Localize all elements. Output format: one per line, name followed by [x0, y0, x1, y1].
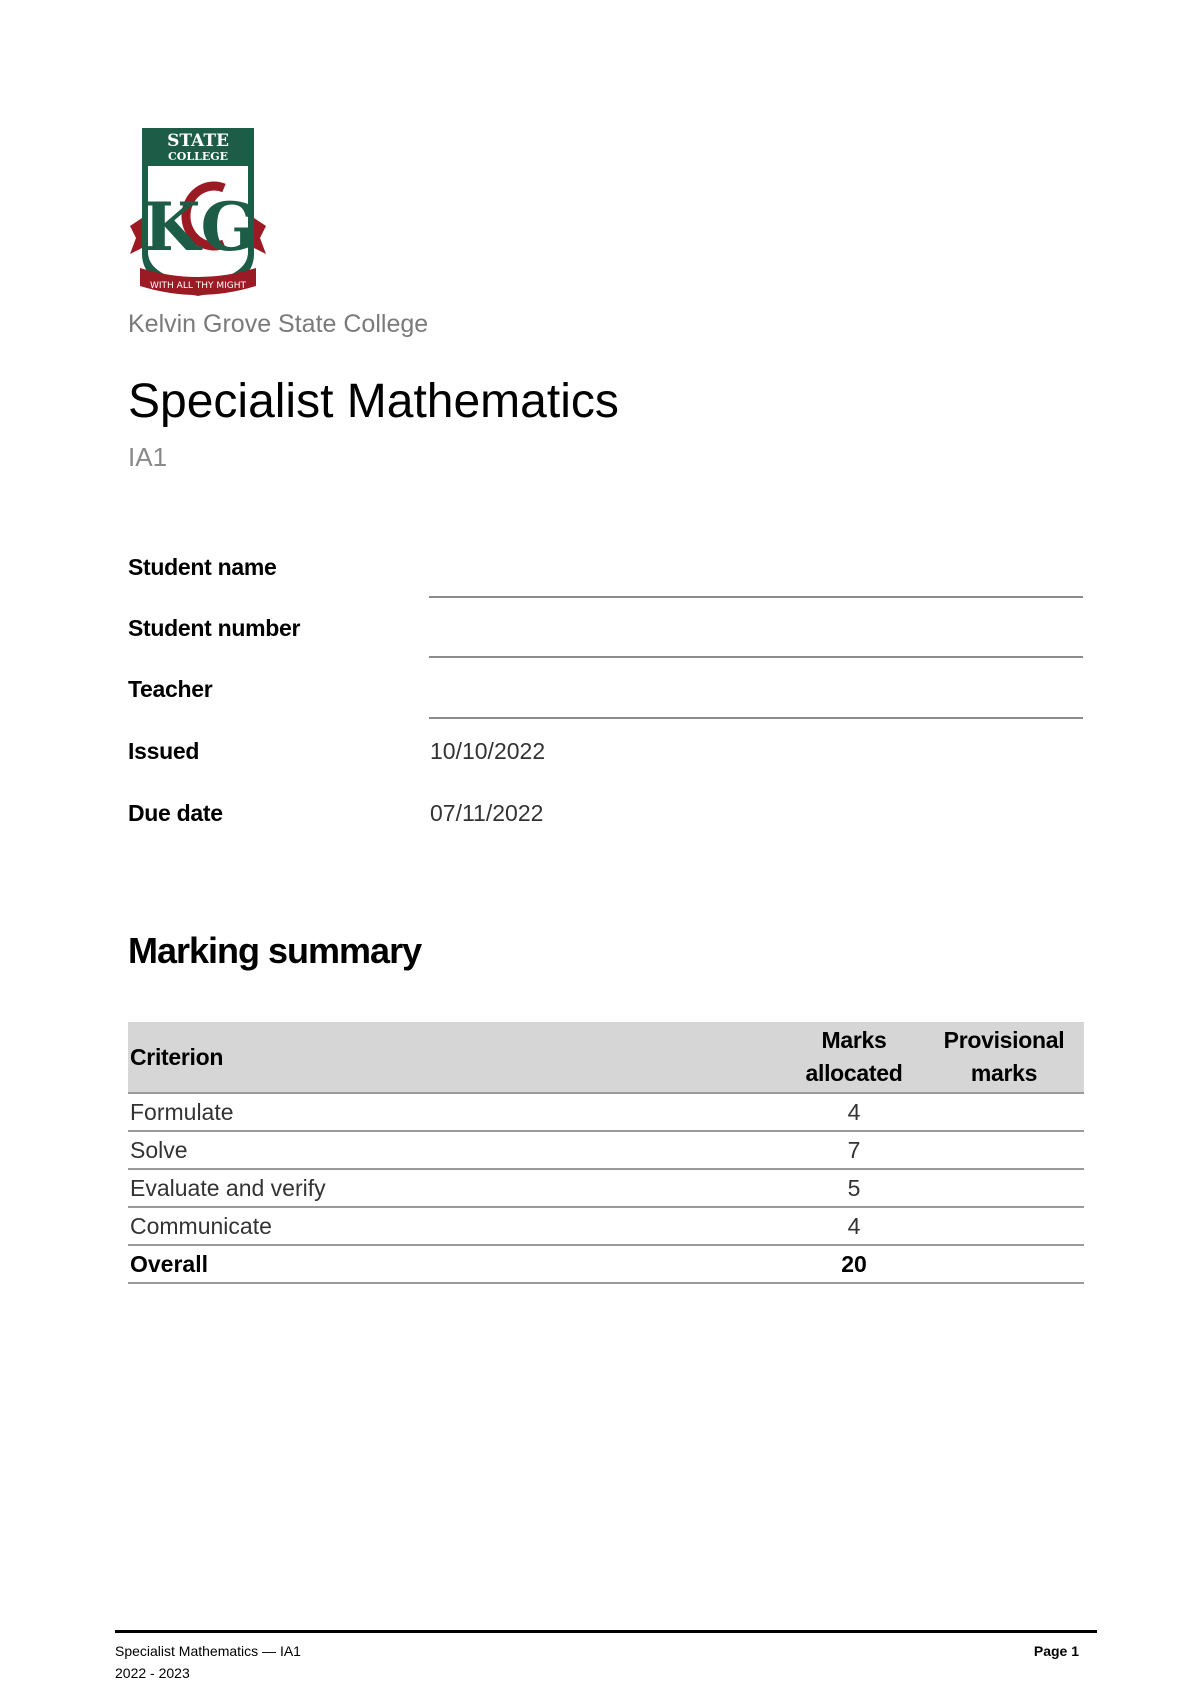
provisional-marks-cell[interactable] — [924, 1169, 1084, 1207]
teacher-label: Teacher — [128, 676, 213, 702]
marks-allocated-column-header: Marks allocated — [784, 1022, 924, 1093]
marks-allocated-cell: 4 — [784, 1093, 924, 1131]
marks-allocated-cell: 5 — [784, 1169, 924, 1207]
student-name-field[interactable] — [429, 596, 1083, 598]
table-row — [128, 1093, 1084, 1131]
marking-summary-heading: Marking summary — [128, 930, 422, 971]
table-header-row — [128, 1022, 1084, 1093]
criterion-cell: Evaluate and verify — [128, 1169, 784, 1207]
marks-allocated-cell: 4 — [784, 1207, 924, 1245]
school-name: Kelvin Grove State College — [128, 310, 429, 338]
provisional-marks-cell[interactable] — [924, 1093, 1084, 1131]
criterion-cell: Communicate — [128, 1207, 784, 1245]
provisional-marks-cell[interactable] — [924, 1207, 1084, 1245]
crest-motto: WITH ALL THY MIGHT — [149, 281, 247, 291]
due-date-label: Due date — [128, 800, 223, 826]
marking-summary-table — [128, 1022, 1084, 1284]
footer-doc-title: Specialist Mathematics — IA1 — [115, 1643, 301, 1659]
criterion-cell: Solve — [128, 1131, 784, 1169]
crest-monogram: KG — [143, 188, 257, 266]
student-number-label: Student number — [128, 615, 301, 641]
issued-label: Issued — [128, 738, 200, 764]
footer-divider — [115, 1630, 1097, 1633]
overall-label: Overall — [128, 1245, 784, 1283]
footer-left — [115, 1640, 301, 1684]
crest-top-text: STATE — [167, 131, 229, 151]
footer-page-number: Page 1 — [1033, 1643, 1079, 1659]
overall-marks-allocated: 20 — [784, 1245, 924, 1283]
provisional-marks-cell[interactable] — [924, 1131, 1084, 1169]
marks-allocated-cell: 7 — [784, 1131, 924, 1169]
teacher-field[interactable] — [429, 717, 1083, 719]
assessment-code: IA1 — [128, 442, 168, 472]
criterion-column-header: Criterion — [128, 1022, 784, 1093]
table-row — [128, 1207, 1084, 1245]
student-name-label: Student name — [128, 554, 277, 580]
crest-ribbon-left — [130, 218, 142, 254]
table-row — [128, 1169, 1084, 1207]
overall-provisional-marks[interactable] — [924, 1245, 1084, 1283]
footer-year: 2022 - 2023 — [115, 1665, 190, 1681]
subject-title: Specialist Mathematics — [128, 375, 619, 428]
issued-date: 10/10/2022 — [430, 738, 546, 764]
table-row — [128, 1131, 1084, 1169]
criterion-cell: Formulate — [128, 1093, 784, 1131]
overall-row — [128, 1245, 1084, 1283]
school-crest-logo — [128, 126, 268, 300]
student-number-field[interactable] — [429, 656, 1083, 658]
provisional-marks-column-header: Provisional marks — [924, 1022, 1084, 1093]
due-date: 07/11/2022 — [430, 800, 544, 826]
crest-sub-text: COLLEGE — [168, 150, 228, 163]
